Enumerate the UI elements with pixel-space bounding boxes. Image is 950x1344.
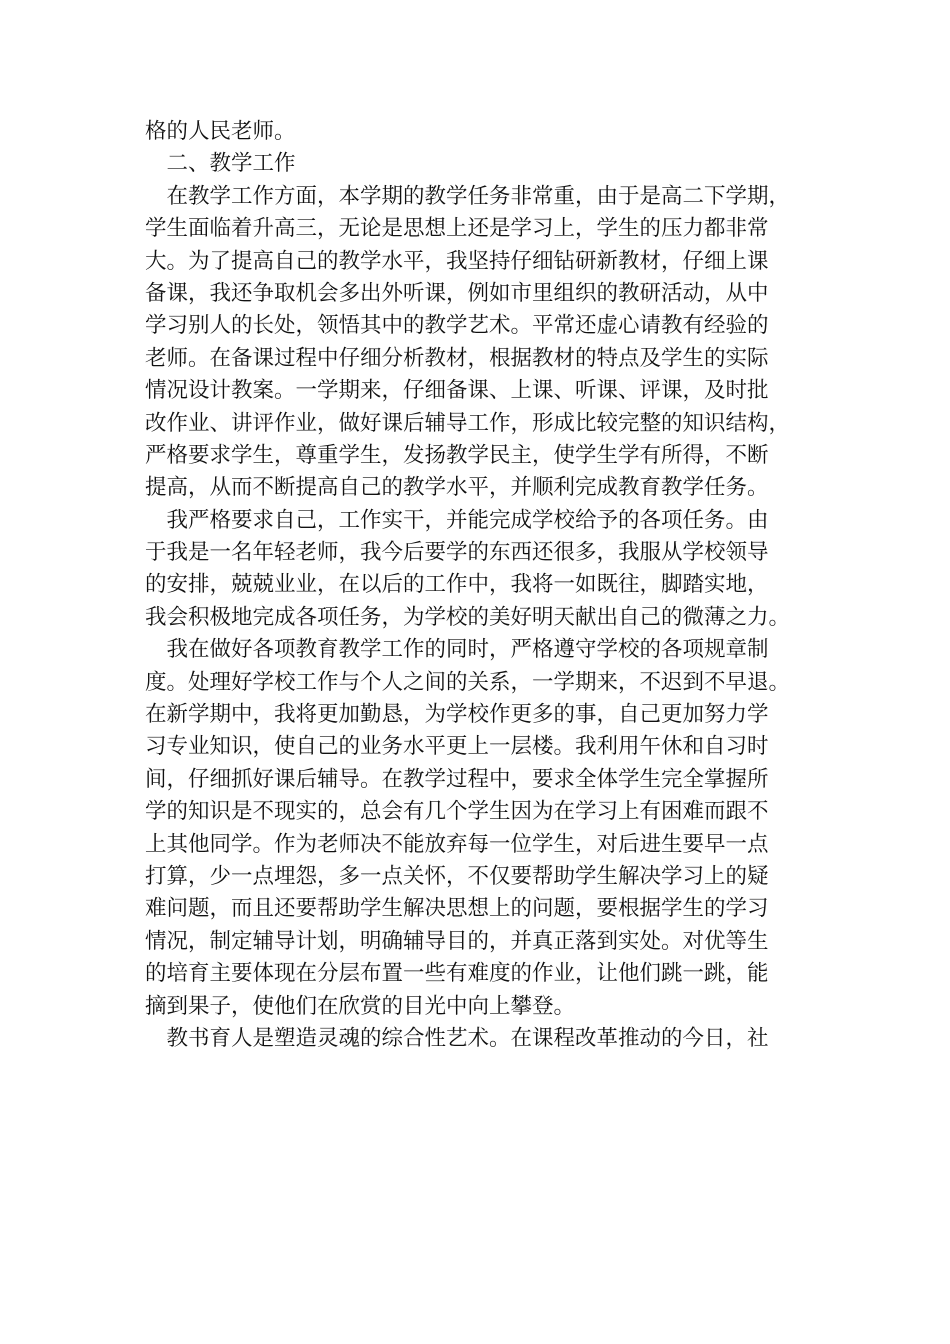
text-line: 的培育主要体现在分层布置一些有难度的作业，让他们跳一跳，能 xyxy=(145,961,769,987)
text-line: 在教学工作方面，本学期的教学任务非常重，由于是高二下学期， xyxy=(145,183,791,209)
text-line: 我在做好各项教育教学工作的同时，严格遵守学校的各项规章制 xyxy=(145,637,769,663)
text-line: 格的人民老师。 xyxy=(145,119,296,144)
text-line: 学生面临着升高三，无论是思想上还是学习上，学生的压力都非常 xyxy=(145,216,769,242)
text-line: 提高，从而不断提高自己的教学水平，并顺利完成教育教学任务。 xyxy=(145,475,769,501)
text-line: 教书育人是塑造灵魂的综合性艺术。在课程改革推动的今日，社 xyxy=(145,1025,769,1051)
body-text xyxy=(145,116,810,1055)
text-line: 打算，少一点埋怨，多一点关怀，不仅要帮助学生解决学习上的疑 xyxy=(145,863,769,889)
text-line: 情况，制定辅导计划，明确辅导目的，并真正落到实处。对优等生 xyxy=(145,928,769,954)
text-line: 备课，我还争取机会多出外听课，例如市里组织的教研活动，从中 xyxy=(145,280,769,306)
text-line: 上其他同学。作为老师决不能放弃每一位学生，对后进生要早一点 xyxy=(145,831,769,857)
text-line: 的安排，兢兢业业，在以后的工作中，我将一如既往，脚踏实地， xyxy=(145,572,769,598)
text-line: 我会积极地完成各项任务，为学校的美好明天献出自己的微薄之力。 xyxy=(145,604,791,630)
section-heading: 二、教学工作 xyxy=(145,151,296,177)
text-line: 我严格要求自己，工作实干，并能完成学校给予的各项任务。由 xyxy=(145,507,769,533)
text-line: 情况设计教案。一学期来，仔细备课、上课、听课、评课，及时批 xyxy=(145,378,769,404)
text-line: 严格要求学生，尊重学生，发扬教学民主，使学生学有所得，不断 xyxy=(145,442,769,468)
text-line: 学的知识是不现实的，总会有几个学生因为在学习上有困难而跟不 xyxy=(145,799,769,825)
text-line: 摘到果子，使他们在欣赏的目光中向上攀登。 xyxy=(145,993,576,1019)
text-line: 在新学期中，我将更加勤恳，为学校作更多的事，自己更加努力学 xyxy=(145,702,769,728)
text-line: 习专业知识，使自己的业务水平更上一层楼。我利用午休和自习时 xyxy=(145,734,769,760)
text-line: 间，仔细抓好课后辅导。在教学过程中，要求全体学生完全掌握所 xyxy=(145,766,769,792)
text-line: 老师。在备课过程中仔细分析教材，根据教材的特点及学生的实际 xyxy=(145,345,769,371)
text-line: 学习别人的长处，领悟其中的教学艺术。平常还虚心请教有经验的 xyxy=(145,313,769,339)
text-line: 难问题，而且还要帮助学生解决思想上的问题，要根据学生的学习 xyxy=(145,896,769,922)
text-line: 于我是一名年轻老师，我今后要学的东西还很多，我服从学校领导 xyxy=(145,540,769,566)
text-line: 改作业、讲评作业，做好课后辅导工作，形成比较完整的知识结构， xyxy=(145,410,791,436)
text-line: 大。为了提高自己的教学水平，我坚持仔细钻研新教材，仔细上课 xyxy=(145,248,769,274)
text-line: 度。处理好学校工作与个人之间的关系，一学期来，不迟到不早退。 xyxy=(145,669,791,695)
